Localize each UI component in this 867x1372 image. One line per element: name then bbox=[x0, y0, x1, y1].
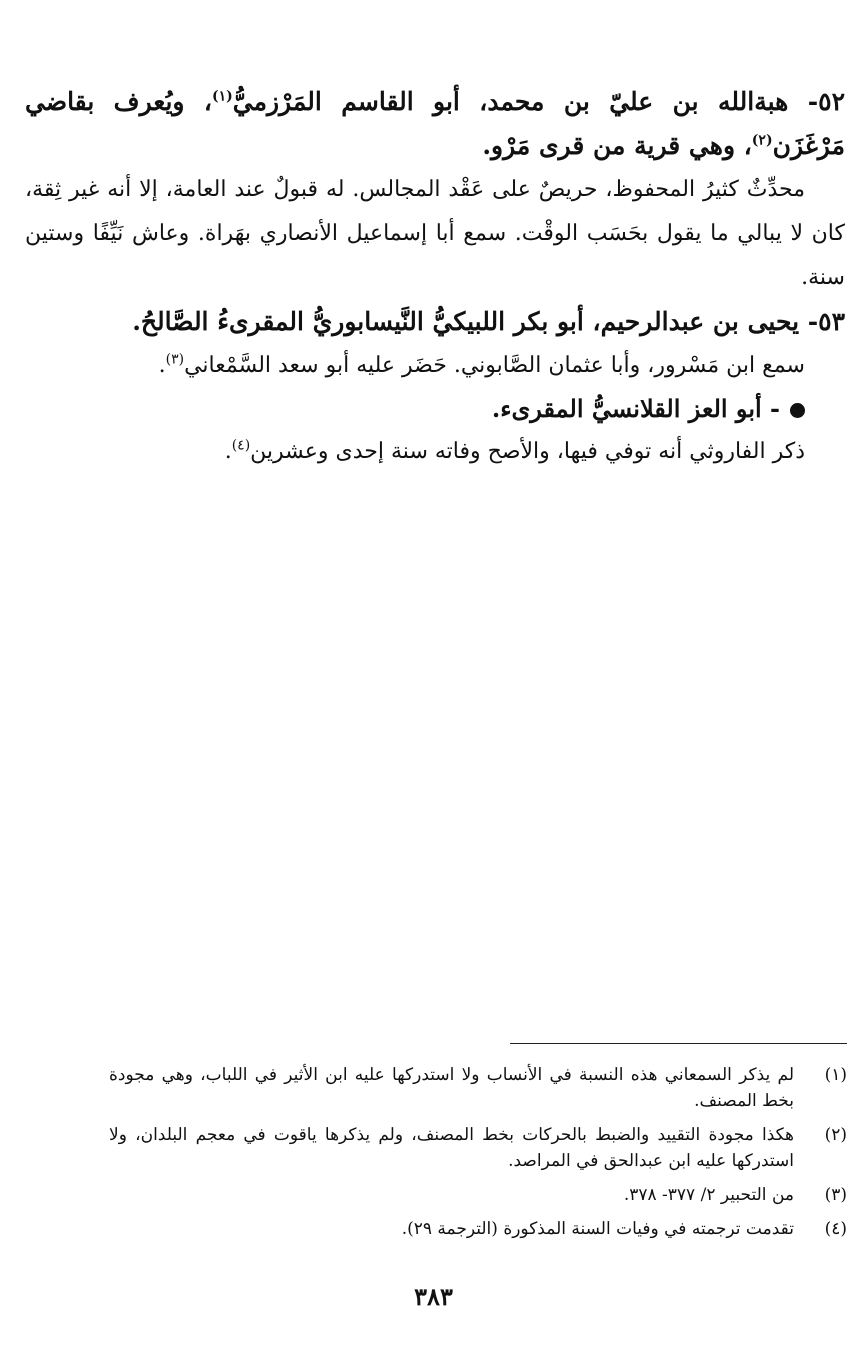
footnote-number: (٤) bbox=[824, 1219, 847, 1239]
footnote-text: هكذا مجودة التقييد والضبط بالحركات بخط المصنف، ولم يذكرها ياقوت في معجم البلدان، ولا استدركها عليه ابن عبدالحق في المراصد. bbox=[109, 1125, 794, 1171]
bullet-entry-body: ذكر الفاروثي أنه توفي فيها، والأصح وفاته سنة إحدى وعشرين$^{(٤)}$. bbox=[224, 437, 805, 464]
footnote-number: (١) bbox=[824, 1065, 847, 1085]
footnote-ref-3: (٣) bbox=[165, 351, 185, 368]
footnote-number: (٣) bbox=[824, 1185, 847, 1205]
footnote-1 bbox=[109, 1062, 847, 1114]
page-number: ٣٨٣ bbox=[414, 1282, 453, 1311]
footnote-text: تقدمت ترجمته في وفيات السنة المذكورة (الترجمة ٢٩). bbox=[401, 1219, 794, 1239]
footnote-divider bbox=[510, 1043, 847, 1044]
footnote-ref-4: (٤) bbox=[231, 437, 251, 454]
bullet-dot-icon bbox=[790, 403, 805, 418]
bullet-entry-heading: - أبو العز القلانسيُّ المقرىء. bbox=[25, 388, 845, 430]
entry-52-body: محدِّثٌ كثيرُ المحفوظ، حريصٌ على عَقْد المجالس. له قبولٌ عند العامة، إلا أنه غير ثِقة، كان لا يبالي ما يقول بحَسَب الوقْت. سمع أبا إسماعيل الأنصاري بهَراة. وعاش نَيِّفًا وستين سنة. bbox=[25, 177, 845, 290]
footnote-text: من التحبير ٢/ ٣٧٧- ٣٧٨. bbox=[623, 1185, 794, 1205]
entry-53-heading: ٥٣- يحيى بن عبدالرحيم، أبو بكر اللبيكيُّ النَّيسابوريُّ المقرىءُ الصَّالحُ. bbox=[132, 307, 845, 336]
footnote-4 bbox=[109, 1216, 847, 1242]
footnotes bbox=[109, 1062, 847, 1250]
footnote-text: لم يذكر السمعاني هذه النسبة في الأنساب ولا استدركها عليه ابن الأثير في اللباب، وهي مجودة بخط المصنف. bbox=[109, 1065, 794, 1111]
footnote-ref-2: (٢) bbox=[751, 132, 773, 149]
footnote-number: (٢) bbox=[824, 1125, 847, 1145]
entry-52-heading: ٥٢- هبةالله بن عليّ بن محمد، أبو القاسم المَرْزميُّ$^{(١)}$، ويُعرف بقاضي مَرْغَزَن$^{(٢)}$، وهي قرية من قرى مَرْو. bbox=[25, 87, 845, 160]
main-text bbox=[25, 80, 845, 474]
footnote-2 bbox=[109, 1122, 847, 1174]
footnote-3 bbox=[109, 1182, 847, 1208]
footnote-ref-1: (١) bbox=[211, 88, 233, 105]
entry-53-body: سمع ابن مَسْرور، وأبا عثمان الصَّابوني. حَضَر عليه أبو سعد السَّمْعاني$^{(٣)}$. bbox=[158, 351, 805, 378]
